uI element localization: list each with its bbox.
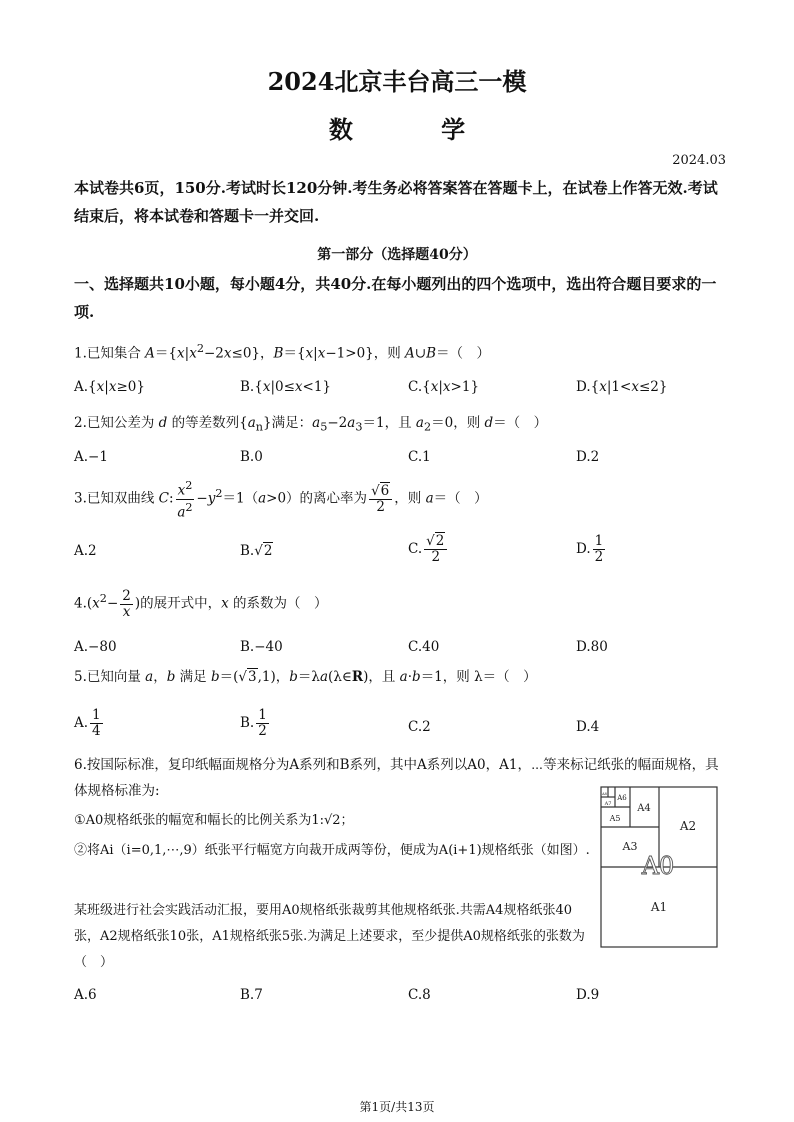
fig-label-a0: A0 xyxy=(641,852,675,880)
fig-label-a7: A7 xyxy=(604,801,612,807)
q6-option-c: C.8 xyxy=(408,987,431,1003)
q3-option-d: D. $\frac{1}{2}$ xyxy=(576,533,604,565)
q3-option-c: C. $\frac{√2}{2}$ xyxy=(408,534,449,565)
question-6-intro: 6.按国际标准，复印纸幅面规格分为A系列和B系列，其中A系列以A0，A1，⋯等来标记纸张的幅面规格，具体规格标准为: xyxy=(74,757,719,799)
question-5-options xyxy=(74,708,724,740)
page-footer: 第1页/共13页 xyxy=(359,1100,435,1114)
q1-option-b: B.{x|0≤x<1} xyxy=(240,379,332,395)
q2-option-c: C.1 xyxy=(408,449,431,465)
q2-option-b: B.0 xyxy=(240,449,263,465)
question-2: 2.已知公差为 d 的等差数列$\{a_n\}$满足：$a_5-2a_3=1$，且 $a_2=0$，则 d＝（ ） xyxy=(74,415,548,434)
q4-option-d: D.80 xyxy=(576,639,608,655)
q2-option-a: A.−1 xyxy=(74,449,108,465)
q5-option-b: B. $\frac{1}{2}$ xyxy=(240,707,267,739)
question-4-options xyxy=(74,636,724,658)
q2-option-d: D.2 xyxy=(576,449,600,465)
q3-option-a: A.2 xyxy=(74,543,97,559)
question-6-options xyxy=(74,984,724,1006)
fig-label-a2: A2 xyxy=(679,819,697,833)
section-instructions: 一、选择题共10小题，每小题4分，共40分.在每小题列出的四个选项中，选出符合题目要求的一项. xyxy=(74,275,717,321)
paper-size-figure xyxy=(600,786,720,950)
fig-label-a6: A6 xyxy=(617,794,627,802)
q6-option-b: B.7 xyxy=(240,987,263,1003)
question-6-rule-1: ①A0规格纸张的幅宽和幅长的比例关系为1:√2； xyxy=(74,813,354,828)
exam-notice: 本试卷共6页，150分.考试时长120分钟.考生务必将答案答在答题卡上，在试卷上作答无效.考试结束后，将本试卷和答题卡一并交回. xyxy=(74,179,718,225)
q5-option-c: C.2 xyxy=(408,719,431,735)
fig-label-a3: A3 xyxy=(622,840,638,853)
q6-option-a: A.6 xyxy=(74,987,97,1003)
q1-option-c: C.{x|x>1} xyxy=(408,379,480,395)
question-3-options xyxy=(74,534,724,564)
question-2-options xyxy=(74,446,724,468)
question-1-options xyxy=(74,376,724,398)
subject-title: 数 学 xyxy=(328,115,506,144)
question-1: 1.已知集合 $A=\{x|x^2-2x\le 0\}$，B＝{x|x−1>0}，则 A∪B＝（ ） xyxy=(74,342,491,362)
page-title: 2024北京丰台高三一模 xyxy=(267,67,527,96)
q1-option-d: D.{x|1<x≤2} xyxy=(576,379,668,395)
question-4: $4.(x^2-$ $\frac{2}{x}$ )的展开式中，x 的系数为（ ） xyxy=(74,587,328,620)
q4-option-b: B.−40 xyxy=(240,639,283,655)
q4-option-c: C.40 xyxy=(408,639,440,655)
q5-option-d: D.4 xyxy=(576,719,600,735)
part-title: 第一部分（选择题40分） xyxy=(317,247,477,263)
fig-label-a8: A8 xyxy=(602,792,607,796)
q3-option-b: B.√2 xyxy=(240,543,273,559)
question-3: 3.已知双曲线 C: $\frac{x^2}{a^2}$ $-y^2=1(a>0)$的离心率为 $\frac{√6}{2}$ ，则 a＝（ ） xyxy=(74,479,488,520)
q5-option-a: A. $\frac{1}{4}$ xyxy=(74,707,101,739)
q6-option-d: D.9 xyxy=(576,987,600,1003)
q4-option-a: A.−80 xyxy=(74,639,117,655)
fig-label-a1: A1 xyxy=(650,900,668,914)
question-5: 5.已知向量 a，b 满足 b＝(√3,1)，b＝λa(λ∈R)，且 a·b＝1，则 λ＝（ ） xyxy=(74,669,537,685)
question-6-body: 某班级进行社会实践活动汇报，要用A0规格纸张裁剪其他规格纸张.共需A4规格纸张40张，A2规格纸张10张，A1规格纸张5张.为满足上述要求，至少提供A0规格纸张的张数为（ ） xyxy=(74,903,585,970)
q1-option-a: A.{x|x≥0} xyxy=(74,379,145,395)
exam-date: 2024.03 xyxy=(672,153,726,168)
question-6-rule-2: ②将Ai（i=0,1,⋯,9）纸张平行幅宽方向裁开成两等份，便成为A(i+1)规格纸张（如图）. xyxy=(74,843,590,858)
fig-label-a4: A4 xyxy=(637,803,651,814)
fig-label-a5: A5 xyxy=(609,814,621,823)
